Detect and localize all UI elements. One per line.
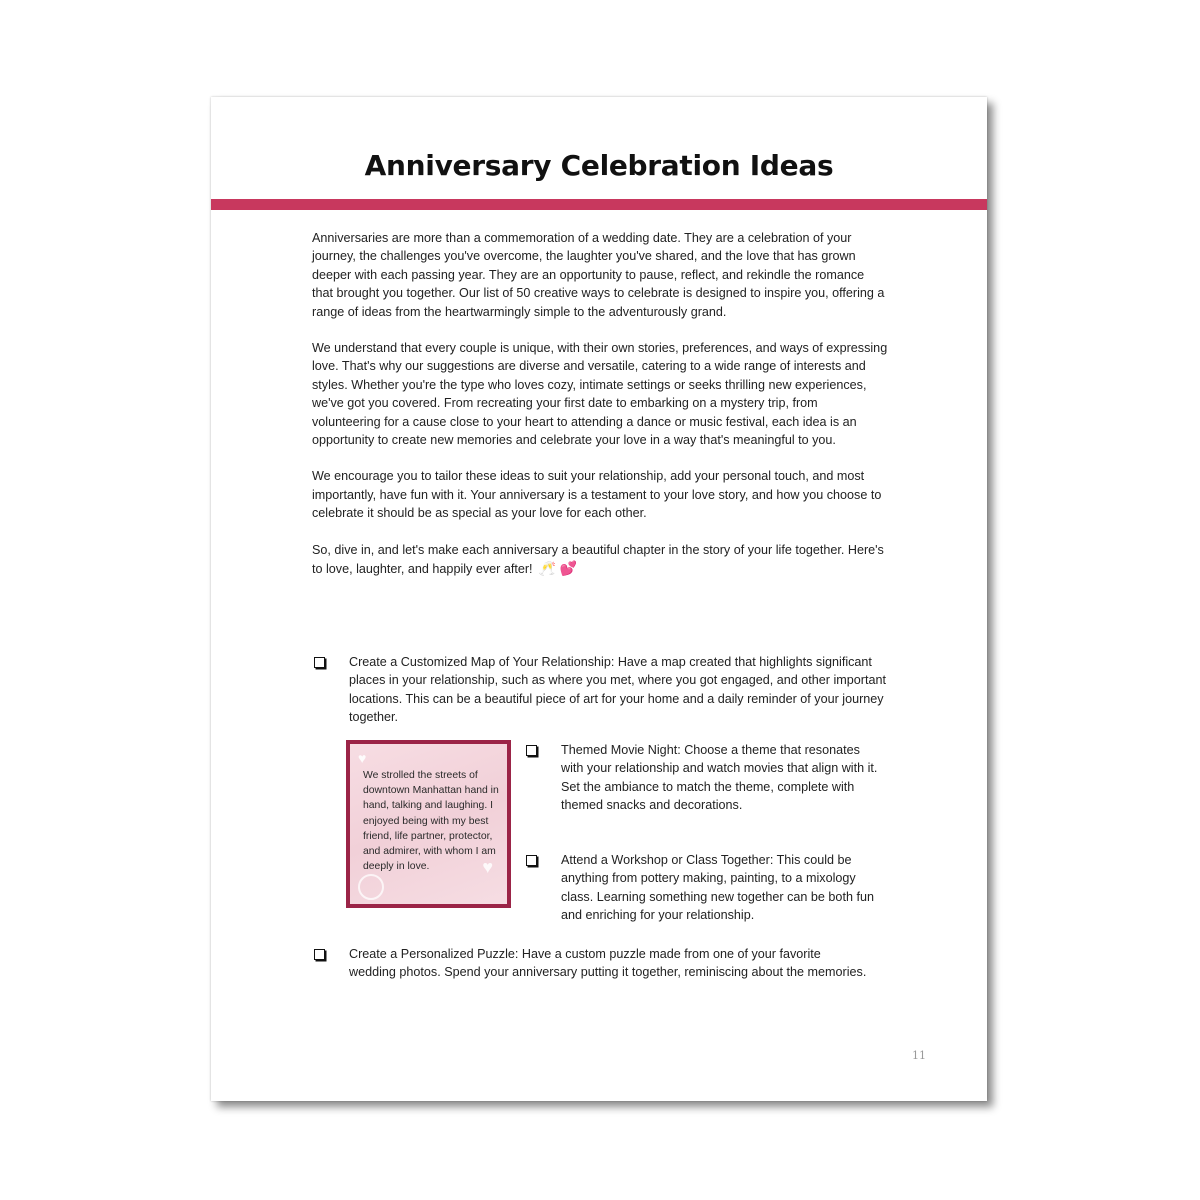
cheers-hearts-icon: 🥂 💕 [538, 560, 578, 577]
checkbox-icon[interactable] [314, 949, 325, 960]
heart-icon: ♥ [358, 750, 367, 766]
checkbox-icon[interactable] [526, 855, 537, 866]
document-page [211, 97, 987, 1101]
intro-section [312, 229, 888, 597]
page-number: 11 [912, 1049, 926, 1062]
title-accent-bar [211, 199, 987, 210]
checkbox-icon[interactable] [526, 745, 537, 756]
idea-item [312, 653, 892, 728]
idea-item [524, 741, 884, 836]
idea-item [312, 945, 892, 1005]
idea-item [524, 851, 884, 946]
idea-text: Attend a Workshop or Class Together: This could be anything from pottery making, painting, to a mixology class. Learning something new together can be both fun and enriching for your relationship. [561, 853, 874, 923]
intro-paragraph: We understand that every couple is unique, with their own stories, preferences, and ways of expressing love. That's why our suggestions are diverse and versatile, catering to a wide range of interests and styles. Whether you're the type who loves cozy, intimate settings or seeks thrilling new experiences, we've got you covered. From recreating your first date to embarking on a mystery trip, from volunteering for a cause close to your heart to attending a dance or music festival, each idea is an opportunity to create new memories and celebrate your love in a way that's meaningful to you. [312, 341, 888, 448]
quote-box [346, 740, 511, 908]
closing-text: So, dive in, and let's make each anniversary a beautiful chapter in the story of your life together. Here's to love, laughter, and happily ever after! [312, 542, 884, 577]
idea-text: Create a Customized Map of Your Relationship: Have a map created that highlights significant places in your relationship, such as where you met, where you got engaged, and other important locations. This can be a beautiful piece of art for your home and a daily reminder of your journey together. [349, 655, 886, 725]
idea-text: Themed Movie Night: Choose a theme that resonates with your relationship and watch movies that align with it. Set the ambiance to match the theme, complete with themed snacks and decorations. [561, 743, 878, 813]
idea-text: Create a Personalized Puzzle: Have a custom puzzle made from one of your favorite wedding photos. Spend your anniversary putting it together, reminiscing about the memories. [349, 947, 867, 980]
intro-paragraph-closing [312, 541, 888, 579]
checkbox-icon[interactable] [314, 657, 325, 668]
intro-paragraph: Anniversaries are more than a commemoration of a wedding date. They are a celebration of your journey, the challenges you've overcome, the laughter you've shared, and the love that has grown deeper with each passing year. They are an opportunity to pause, reflect, and rekindle the romance that brought you together. Our list of 50 creative ways to celebrate is designed to inspire you, offering a range of ideas from the heartwarmingly simple to the adventurously grand. [312, 231, 885, 319]
quote-text: We strolled the streets of downtown Manhattan hand in hand, talking and laughing. I enjoyed being with my best friend, life partner, protector, and admirer, with whom I am deeply in love. [363, 770, 499, 873]
intro-paragraph: We encourage you to tailor these ideas to suit your relationship, add your personal touch, and most importantly, have fun with it. Your anniversary is a testament to your love story, and how you choose to celebrate it should be as special as your love for each other. [312, 469, 882, 521]
swirl-decoration [358, 874, 384, 900]
heart-icon: ♥ [482, 857, 493, 877]
page-title: Anniversary Celebration Ideas [364, 149, 834, 182]
